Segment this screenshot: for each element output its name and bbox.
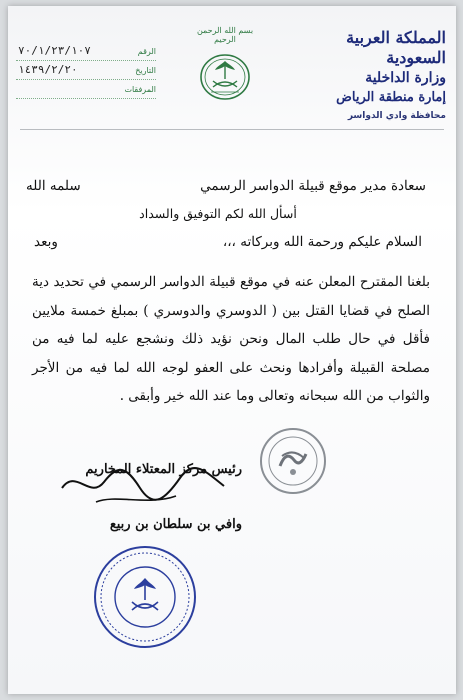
governorate-title: محافظة وادي الدواسر: [347, 111, 446, 121]
letterhead-authority: [286, 28, 446, 124]
date-value: ١٤٣٩/٢/٢٠: [18, 63, 78, 76]
addressee-line: [26, 178, 426, 194]
letter-sheet: [8, 6, 456, 694]
after-greeting: وبعد: [34, 234, 58, 250]
signer-title: رئيس مركز المعتلاء المخاريم: [85, 462, 242, 477]
salutation: سلمه الله: [26, 178, 81, 194]
emirate-title: إمارة منطقة الرياض: [336, 90, 446, 105]
kingdom-title: المملكة العربية السعودية: [346, 28, 446, 67]
greeting: السلام عليكم ورحمة الله وبركاته ،،،: [222, 234, 422, 250]
number-row: [16, 44, 156, 61]
attachments-row: [16, 82, 156, 99]
number-label: الرقم: [137, 47, 156, 56]
saudi-emblem-icon: [197, 47, 253, 103]
signer-name: وافي بن سلطان بن ربيع: [109, 517, 242, 532]
header-divider: [20, 129, 444, 130]
wish-line: أسأل الله لكم التوفيق والسداد: [139, 206, 297, 221]
basmala: بسم الله الرحمن الرحيم: [196, 26, 254, 44]
greeting-line: [22, 234, 422, 250]
date-label: التاريخ: [135, 66, 156, 75]
addressee: سعادة مدير موقع قبيلة الدواسر الرسمي: [200, 178, 426, 194]
attachments-label: المرفقات: [124, 85, 156, 94]
ministry-title: وزارة الداخلية: [365, 70, 446, 86]
dawasir-website-stamp-icon: [258, 426, 328, 496]
letter-body: بلغنا المقترح المعلن عنه في موقع قبيلة الدواسر الرسمي في تحديد دية الصلح في قضايا القتل بين ( الدوسري والدوسري ) بمبلغ خمسة ملايين فأقل في حال طلب المال ونحن نؤيد ذلك ونشجع عليه لما فيه من مصلحة القبيلة وأفرادها ونحث على العفو لوجه الله لما فيه من الأجر والثواب من الله سبحانه وتعالى وما عند الله خير وأبقى .: [32, 274, 430, 404]
letterhead-center: [190, 26, 260, 107]
number-value: ٧٠/١/٢٣/١٠٧: [18, 44, 91, 57]
reference-fields: [16, 44, 156, 101]
official-seal-icon: [92, 544, 198, 650]
date-row: [16, 63, 156, 80]
